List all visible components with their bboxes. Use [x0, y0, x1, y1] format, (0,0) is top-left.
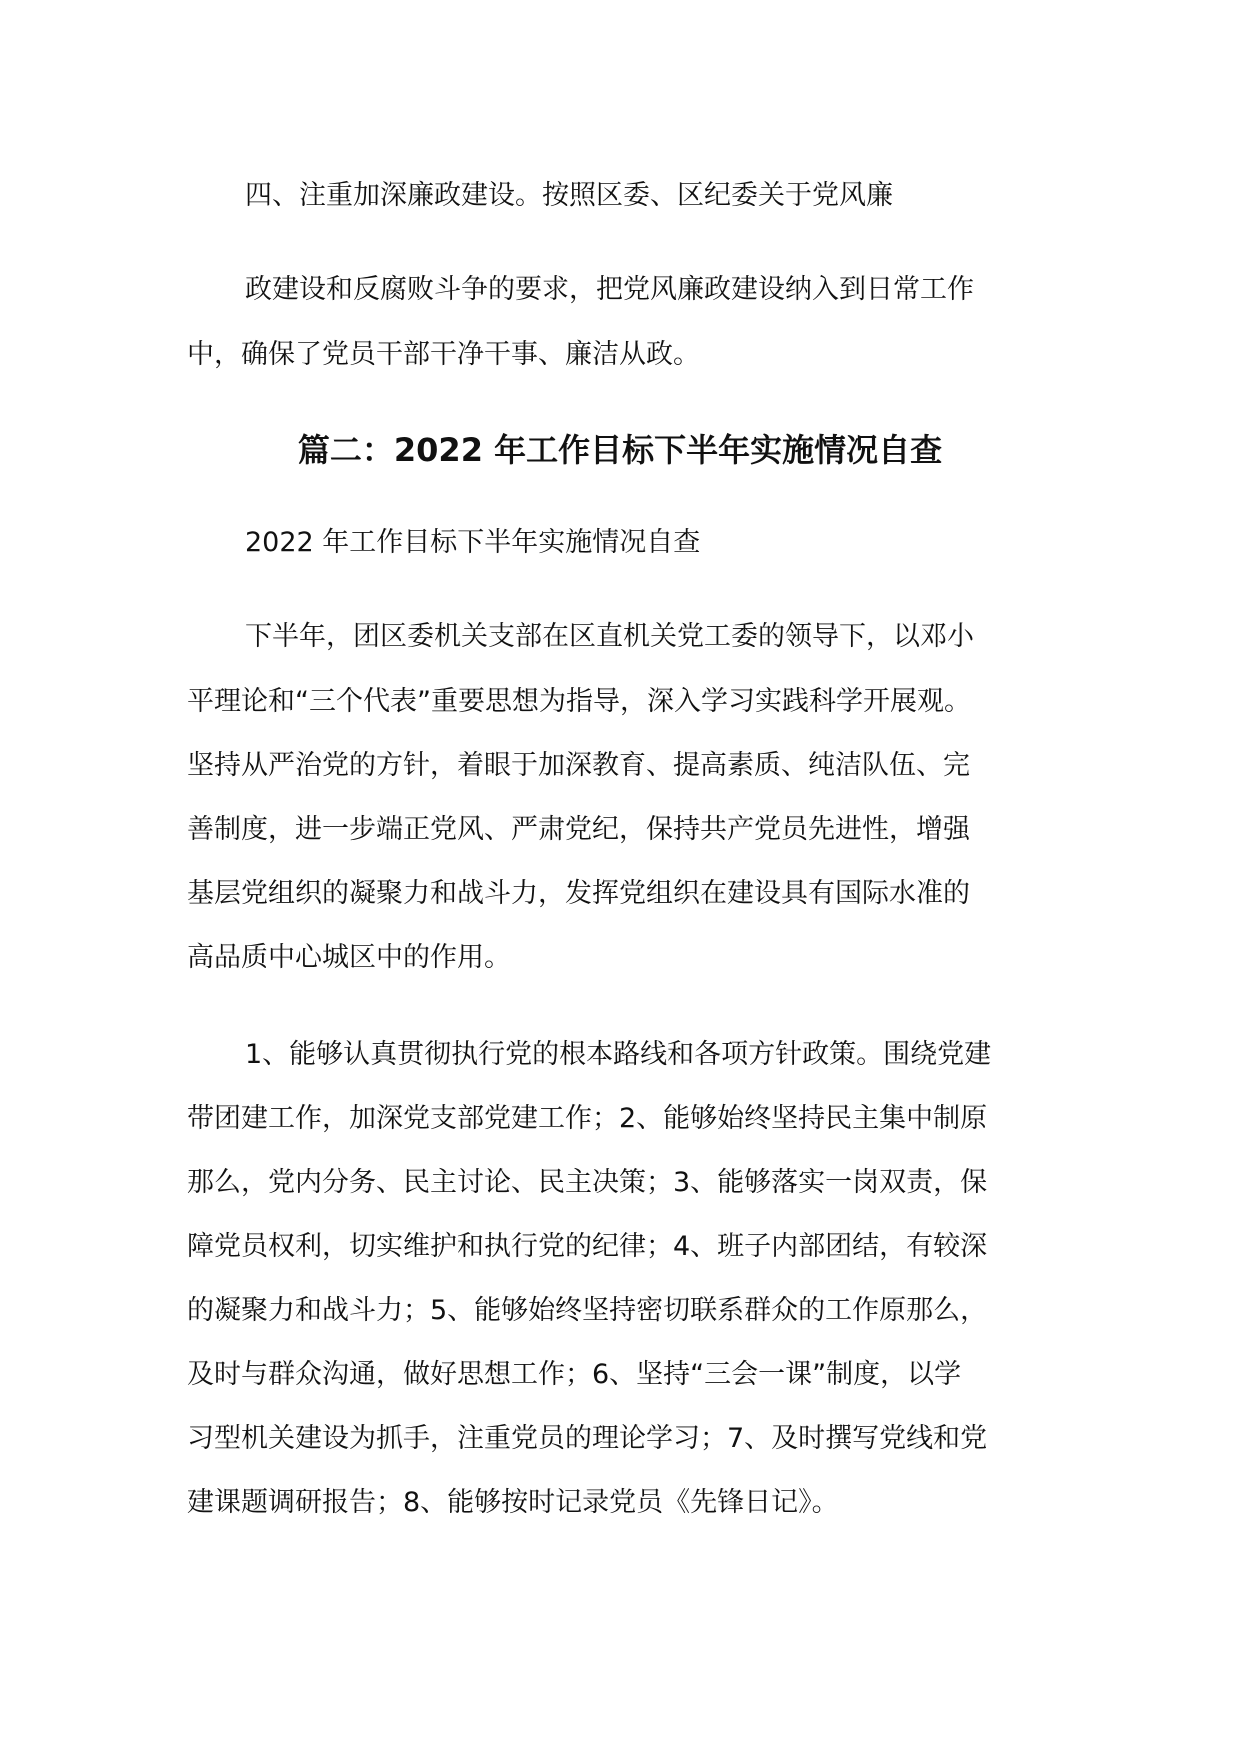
- paragraph-line: 习型机关建设为抓手，注重党员的理论学习；7、及时撰写党线和党: [187, 1423, 988, 1454]
- paragraph-line: 中，确保了党员干部干净干事、廉洁从政。: [187, 339, 700, 370]
- paragraph-line: 及时与群众沟通，做好思想工作；6、坚持“三会一课”制度，以学: [187, 1359, 962, 1390]
- paragraph-line: 那么，党内分务、民主讨论、民主决策；3、能够落实一岗双责，保: [187, 1167, 988, 1198]
- paragraph-line: 障党员权利，切实维护和执行党的纪律；4、班子内部团结，有较深: [187, 1231, 988, 1262]
- paragraph-line: 基层党组织的凝聚力和战斗力，发挥党组织在建设具有国际水准的: [187, 878, 970, 909]
- subtitle-line: 2022 年工作目标下半年实施情况自查: [245, 527, 701, 558]
- paragraph-line: 下半年，团区委机关支部在区直机关党工委的领导下，以邓小: [245, 621, 974, 652]
- paragraph-line: 1、能够认真贯彻执行党的根本路线和各项方针政策。围绕党建: [245, 1039, 992, 1070]
- paragraph-line: 建课题调研报告；8、能够按时记录党员《先锋日记》。: [187, 1487, 839, 1518]
- paragraph-line: 平理论和“三个代表”重要思想为指导，深入学习实践科学开展观。: [187, 686, 971, 717]
- paragraph-line: 高品质中心城区中的作用。: [187, 942, 511, 973]
- paragraph-line: 带团建工作，加深党支部党建工作；2、能够始终坚持民主集中制原: [187, 1103, 988, 1134]
- paragraph-line: 善制度，进一步端正党风、严肃党纪，保持共产党员先进性，增强: [187, 814, 970, 845]
- paragraph-line: 四、注重加深廉政建设。按照区委、区纪委关于党风廉: [245, 180, 893, 211]
- paragraph-line: 的凝聚力和战斗力；5、能够始终坚持密切联系群众的工作原那么，: [187, 1295, 988, 1326]
- section-heading: 篇二：2022 年工作目标下半年实施情况自查: [297, 431, 943, 469]
- paragraph-line: 坚持从严治党的方针，着眼于加深教育、提高素质、纯洁队伍、完: [187, 750, 970, 781]
- paragraph-line: 政建设和反腐败斗争的要求，把党风廉政建设纳入到日常工作: [245, 274, 974, 305]
